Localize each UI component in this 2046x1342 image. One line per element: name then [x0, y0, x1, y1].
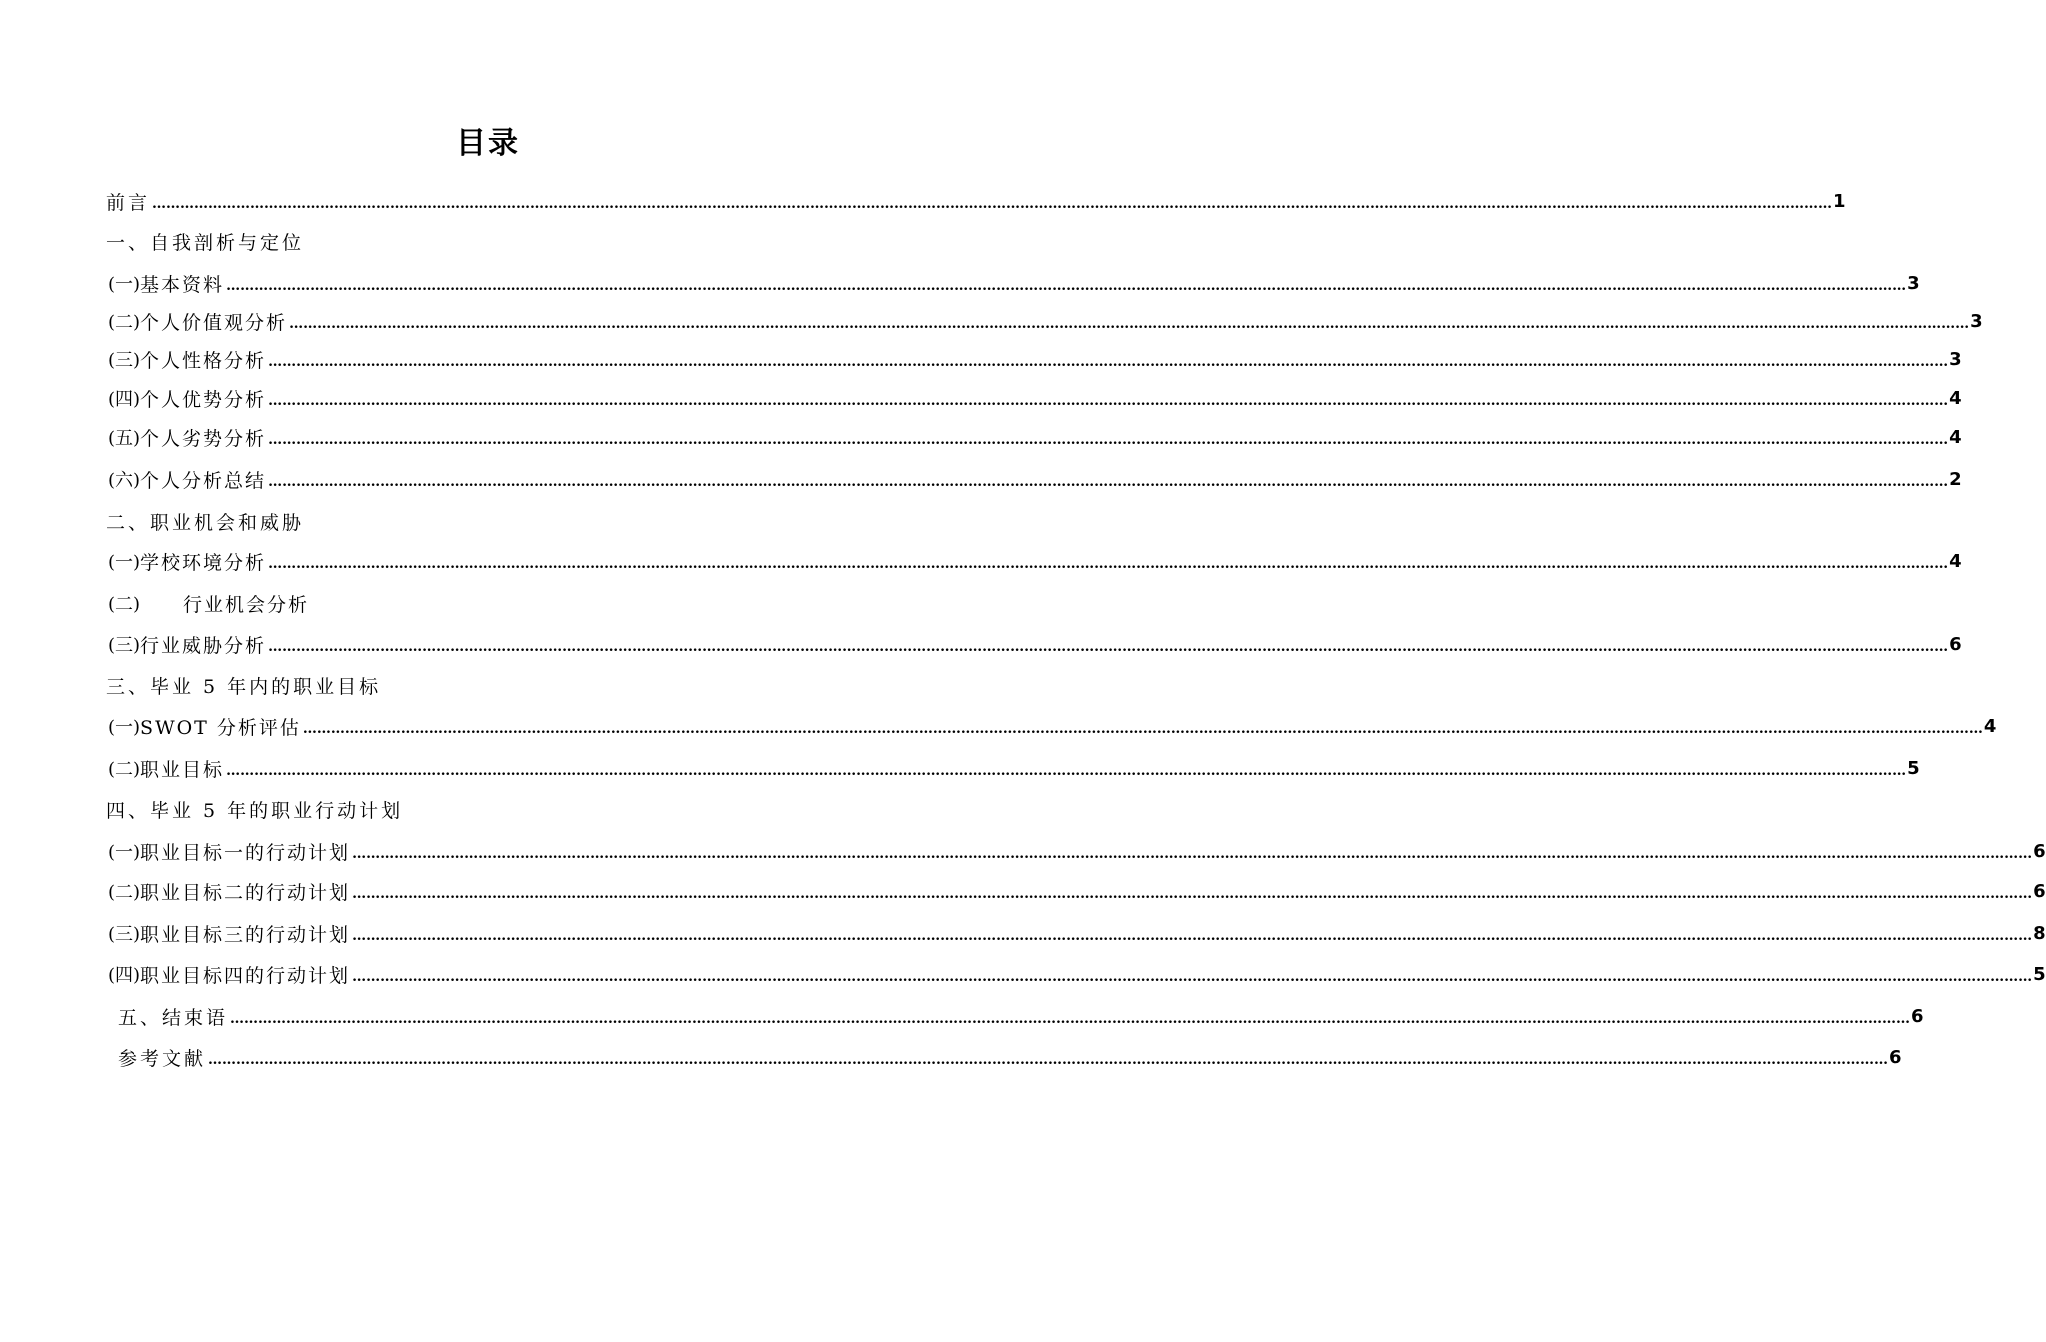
toc-page-number: 4: [1949, 550, 1962, 572]
toc-entry-text: 个人性格分析: [140, 349, 267, 372]
toc-page-number: 5: [2033, 963, 2046, 985]
toc-entry-text: 行业威胁分析: [140, 634, 267, 657]
toc-leader-dots: ………………………………………………………………………………………………………………………………………………………………………………………………………………………………………………………………………………………………………………………………: [226, 278, 1907, 294]
toc-entry-number: (三): [108, 924, 141, 945]
toc-page-number: 6: [1949, 633, 1962, 655]
toc-page-number: 4: [1949, 426, 1962, 448]
toc-entry-number: (五): [108, 428, 141, 449]
toc-leader-dots: ………………………………………………………………………………………………………………………………………………………………………………………………………………………………………………………………………………………………………………………………: [268, 354, 1949, 370]
toc-leader-dots: ………………………………………………………………………………………………………………………………………………………………………………………………………………………………………………………………………………………………………………………………: [226, 763, 1907, 779]
toc-leader-dots: ………………………………………………………………………………………………………………………………………………………………………………………………………………………………………………………………………………………………………………………………: [352, 846, 2033, 862]
toc-entry[interactable]: [106, 226, 304, 256]
toc-leader-dots: ………………………………………………………………………………………………………………………………………………………………………………………………………………………………………………………………………………………………………………………………: [352, 969, 2033, 985]
toc-entry-number: (三): [108, 635, 141, 656]
toc-entry-text: 四、毕业 5 年的职业行动计划: [106, 799, 404, 822]
toc-page-number: 3: [1907, 272, 1920, 294]
toc-entry[interactable]: [108, 546, 1962, 576]
toc-page-number: 8: [2033, 922, 2046, 944]
toc-entry[interactable]: [108, 711, 1997, 741]
toc-entry[interactable]: [108, 268, 1920, 298]
toc-entry-number: (二): [108, 594, 141, 615]
toc-entry-number: (二): [108, 759, 141, 780]
toc-entry-text: 职业目标: [140, 758, 225, 781]
toc-entry-number: (六): [108, 470, 141, 491]
toc-entry-number: (一): [108, 717, 141, 738]
toc-entry[interactable]: [108, 836, 2046, 866]
toc-leader-dots: ………………………………………………………………………………………………………………………………………………………………………………………………………………………………………………………………………………………………………………………………: [352, 886, 2033, 902]
toc-entry-text: 一、自我剖析与定位: [106, 231, 305, 254]
toc-page-number: 6: [2033, 880, 2046, 902]
toc-leader-dots: ………………………………………………………………………………………………………………………………………………………………………………………………………………………………………………………………………………………………………………………………: [268, 556, 1949, 572]
toc-page-number: 2: [1949, 468, 1962, 490]
toc-entry-number: (三): [108, 350, 141, 371]
toc-page-number: 6: [2033, 840, 2046, 862]
toc-page-number: 4: [1983, 715, 1997, 737]
toc-entry-number: (四): [108, 965, 141, 986]
toc-entry[interactable]: [108, 464, 1962, 494]
toc-leader-dots: ………………………………………………………………………………………………………………………………………………………………………………………………………………………………………………………………………………………………………………………………: [208, 1052, 1889, 1068]
toc-entry-text: 职业目标一的行动计划: [140, 841, 351, 864]
toc-entry-number: (一): [108, 842, 141, 863]
toc-entry[interactable]: [106, 186, 1846, 216]
toc-entry-text: 个人劣势分析: [140, 427, 267, 450]
toc-title: 目录: [456, 126, 520, 161]
toc-page-number: 1: [1833, 190, 1846, 212]
toc-entry[interactable]: [108, 306, 1983, 336]
toc-page-number: 6: [1911, 1005, 1924, 1027]
toc-entry-number: (二): [108, 882, 141, 903]
toc-entry[interactable]: [108, 588, 309, 618]
toc-entry-text: 五、结束语: [118, 1006, 229, 1029]
toc-leader-dots: ………………………………………………………………………………………………………………………………………………………………………………………………………………………………………………………………………………………………………………………………: [268, 474, 1949, 490]
toc-entry[interactable]: [108, 344, 1962, 374]
toc-entry[interactable]: [118, 1001, 1924, 1031]
toc-entry[interactable]: [108, 383, 1962, 413]
toc-entry[interactable]: [118, 1042, 1902, 1072]
toc-leader-dots: ………………………………………………………………………………………………………………………………………………………………………………………………………………………………………………………………………………………………………………………………: [289, 316, 1970, 332]
toc-leader-dots: ………………………………………………………………………………………………………………………………………………………………………………………………………………………………………………………………………………………………………………………………: [230, 1011, 1911, 1027]
toc-leader-dots: ………………………………………………………………………………………………………………………………………………………………………………………………………………………………………………………………………………………………………………………………: [268, 393, 1949, 409]
toc-entry-text: 职业目标四的行动计划: [140, 964, 351, 987]
toc-page-number: 3: [1970, 310, 1983, 332]
toc-entry[interactable]: [108, 876, 2046, 906]
toc-entry-number: (一): [108, 274, 141, 295]
toc-entry-text: 三、毕业 5 年内的职业目标: [106, 675, 382, 698]
toc-leader-dots: ………………………………………………………………………………………………………………………………………………………………………………………………………………………………………………………………………………………………………………………………: [352, 928, 2033, 944]
toc-entry-text: 二、职业机会和威胁: [106, 511, 305, 534]
toc-entry[interactable]: [106, 794, 403, 824]
toc-leader-dots: ………………………………………………………………………………………………………………………………………………………………………………………………………………………………………………………………………………………………………………………………: [302, 721, 1983, 737]
toc-entry-text: 基本资料: [140, 273, 225, 296]
toc-entry-number: (二): [108, 312, 141, 333]
toc-leader-dots: ………………………………………………………………………………………………………………………………………………………………………………………………………………………………………………………………………………………………………………………………: [268, 639, 1949, 655]
toc-entry-text: 参考文献: [118, 1047, 207, 1070]
toc-entry[interactable]: [108, 629, 1962, 659]
toc-entry[interactable]: [108, 753, 1920, 783]
toc-entry[interactable]: [108, 422, 1962, 452]
toc-entry-text: 个人分析总结: [140, 469, 267, 492]
toc-entry-text: 个人优势分析: [140, 388, 267, 411]
toc-page-number: 5: [1907, 757, 1920, 779]
toc-entry-number: (一): [108, 552, 141, 573]
toc-page-number: 4: [1949, 387, 1962, 409]
toc-entry[interactable]: [106, 670, 381, 700]
toc-entry-text: SWOT 分析评估: [140, 716, 301, 739]
toc-entry[interactable]: [106, 506, 304, 536]
toc-entry-number: (四): [108, 389, 141, 410]
toc-entry-text: 职业目标三的行动计划: [140, 923, 351, 946]
toc-leader-dots: ………………………………………………………………………………………………………………………………………………………………………………………………………………………………………………………………………………………………………………………………: [268, 432, 1949, 448]
toc-entry-text: 学校环境分析: [140, 551, 267, 574]
toc-entry-text: 前言: [106, 191, 151, 214]
toc-leader-dots: ………………………………………………………………………………………………………………………………………………………………………………………………………………………………………………………………………………………………………………………………: [152, 196, 1833, 212]
toc-entry-text: 行业机会分析: [183, 593, 310, 616]
toc-page-number: 6: [1889, 1046, 1902, 1068]
toc-entry-text: 个人价值观分析: [140, 311, 288, 334]
toc-page-number: 3: [1949, 348, 1962, 370]
toc-entry[interactable]: [108, 959, 2046, 989]
toc-entry-text: 职业目标二的行动计划: [140, 881, 351, 904]
toc-entry[interactable]: [108, 918, 2046, 948]
